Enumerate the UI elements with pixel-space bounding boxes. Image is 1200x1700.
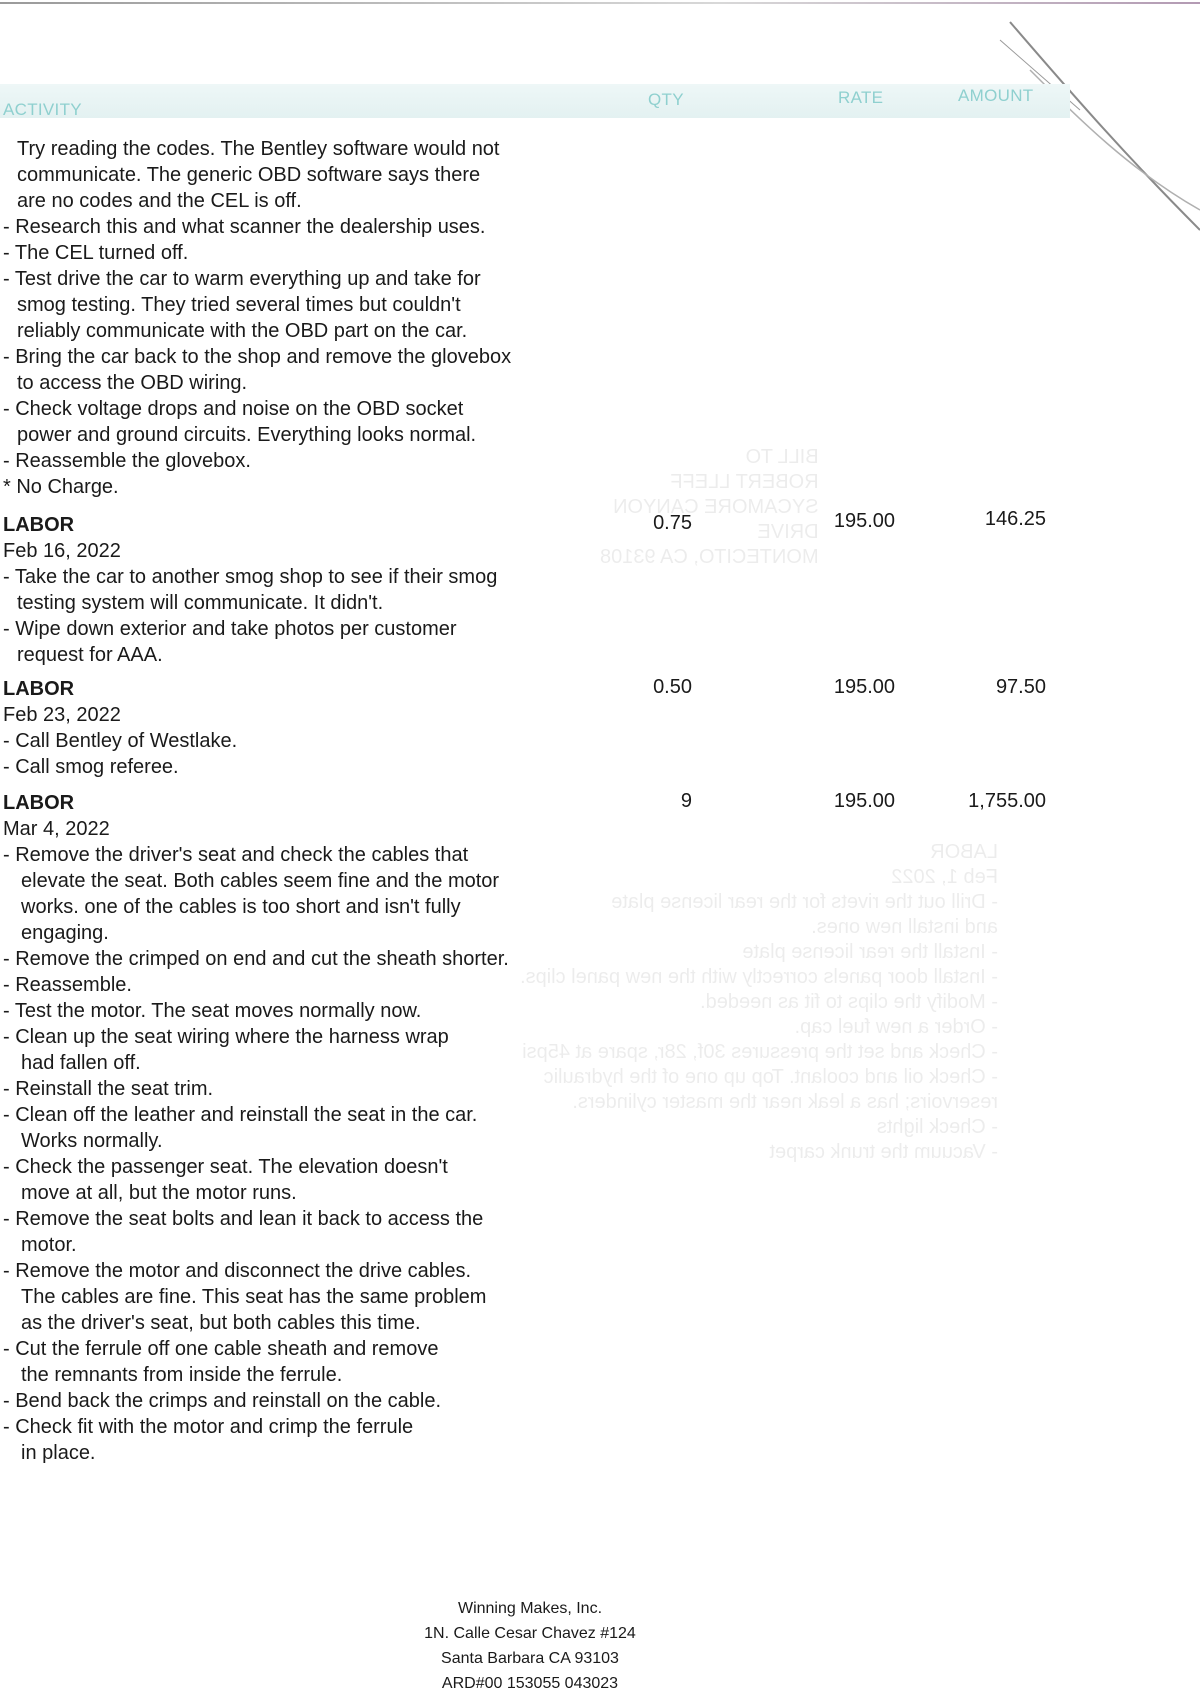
description-line: * No Charge. bbox=[3, 476, 119, 498]
item-rate: 195.00 bbox=[833, 676, 895, 698]
description-line: - Wipe down exterior and take photos per customer bbox=[3, 618, 457, 640]
description-line: reliably communicate with the OBD part on the car. bbox=[17, 320, 468, 342]
description-line: motor. bbox=[21, 1234, 77, 1256]
header-rate: RATE bbox=[838, 88, 884, 107]
description-line: - Check the passenger seat. The elevation doesn't bbox=[3, 1156, 448, 1178]
description-line: as the driver's seat, but both cables this time. bbox=[21, 1312, 421, 1334]
description-line: communicate. The generic OBD software says there bbox=[17, 164, 481, 186]
description-line: - Clean off the leather and reinstall the seat in the car. bbox=[3, 1104, 478, 1126]
description-line: are no codes and the CEL is off. bbox=[17, 190, 302, 212]
description-line: - Remove the crimped on end and cut the sheath shorter. bbox=[3, 948, 509, 970]
scan-edge-line bbox=[0, 2, 1200, 4]
item-type: LABOR bbox=[3, 678, 75, 700]
description-line: Works normally. bbox=[21, 1130, 163, 1152]
description-line: elevate the seat. Both cables seem fine and the motor bbox=[21, 870, 500, 892]
description-line: Try reading the codes. The Bentley software would not bbox=[17, 138, 500, 160]
item-qty: 9 bbox=[680, 790, 692, 812]
description-line: move at all, but the motor runs. bbox=[21, 1182, 297, 1204]
header-amount: AMOUNT bbox=[958, 86, 1034, 105]
description-line: - Reinstall the seat trim. bbox=[3, 1078, 214, 1100]
description-line: - Take the car to another smog shop to see if their smog bbox=[3, 566, 498, 588]
description-line: - Check voltage drops and noise on the OBD socket bbox=[3, 398, 464, 420]
company-city: Santa Barbara CA 93103 bbox=[441, 1650, 619, 1667]
company-footer bbox=[330, 1596, 730, 1696]
description-line: - Remove the motor and disconnect the drive cables. bbox=[3, 1260, 472, 1282]
header-qty: QTY bbox=[648, 90, 684, 109]
bleed-through-text: LABOR Feb 1, 2022 - Drill out the rivets for the rear license plate and install new ones. - Install the rear license plate - Install door panels correctly with the new panel clips. - Modify the clips to fit as needed. - Order a new fuel cap. - Check and set the pressures 30f, 28r, spare at 45psi - Check oil and coolant. Top up one of the hydraulic reservoirs; has a leak near the master cylinders. - Check lights - Vacuum the trunk carpet bbox=[520, 841, 999, 1163]
description-line: - Test the motor. The seat moves normally now. bbox=[3, 1000, 422, 1022]
item-rate: 195.00 bbox=[833, 510, 895, 532]
item-type: LABOR bbox=[3, 792, 75, 814]
description-line: - The CEL turned off. bbox=[3, 242, 189, 264]
description-line: in place. bbox=[21, 1442, 96, 1464]
description-line: smog testing. They tried several times but couldn't bbox=[17, 294, 461, 316]
table-header-bar bbox=[0, 84, 1070, 118]
description-line: - Cut the ferrule off one cable sheath and remove bbox=[3, 1338, 439, 1360]
item-date: Feb 23, 2022 bbox=[3, 704, 121, 726]
item-amount: 1,755.00 bbox=[968, 790, 1046, 812]
line-item bbox=[3, 676, 583, 780]
item-amount: 146.25 bbox=[984, 508, 1046, 530]
description-line: - Reassemble. bbox=[3, 974, 132, 996]
description-line: - Bend back the crimps and reinstall on the cable. bbox=[3, 1390, 442, 1412]
header-activity: ACTIVITY bbox=[3, 100, 82, 119]
bleed-through-text: BILL TO ROBERT LLEFF SYCAMORE CANYON DRIVE MONTECITO, CA 93108 bbox=[600, 446, 819, 568]
line-item bbox=[3, 790, 583, 1466]
company-name: Winning Makes, Inc. bbox=[457, 1600, 603, 1617]
item-amount: 97.50 bbox=[995, 676, 1046, 698]
description-line: - Research this and what scanner the dealership uses. bbox=[3, 216, 486, 238]
description-line: The cables are fine. This seat has the same problem bbox=[21, 1286, 487, 1308]
description-line: to access the OBD wiring. bbox=[17, 372, 248, 394]
description-line: - Call Bentley of Westlake. bbox=[3, 730, 238, 752]
line-item bbox=[3, 512, 583, 668]
description-line: - Call smog referee. bbox=[3, 756, 179, 778]
item-date: Mar 4, 2022 bbox=[3, 818, 110, 840]
description-line: - Clean up the seat wiring where the harness wrap bbox=[3, 1026, 449, 1048]
continued-description bbox=[3, 136, 583, 500]
description-line: had fallen off. bbox=[21, 1052, 141, 1074]
description-line: works. one of the cables is too short and isn't fully bbox=[21, 896, 461, 918]
company-ard: ARD#00 153055 043023 bbox=[441, 1675, 619, 1692]
company-address: 1N. Calle Cesar Chavez #124 bbox=[424, 1625, 636, 1642]
description-line: - Check fit with the motor and crimp the ferrule bbox=[3, 1416, 414, 1438]
item-qty: 0.75 bbox=[653, 512, 692, 534]
description-line: engaging. bbox=[21, 922, 109, 944]
description-line: request for AAA. bbox=[17, 644, 163, 666]
item-type: LABOR bbox=[3, 514, 75, 536]
description-line: - Reassemble the glovebox. bbox=[3, 450, 251, 472]
description-line: - Remove the driver's seat and check the cables that bbox=[3, 844, 469, 866]
description-line: - Remove the seat bolts and lean it back to access the bbox=[3, 1208, 484, 1230]
description-line: - Bring the car back to the shop and remove the glovebox bbox=[3, 346, 512, 368]
description-line: power and ground circuits. Everything looks normal. bbox=[17, 424, 477, 446]
item-rate: 195.00 bbox=[833, 790, 895, 812]
description-line: - Test drive the car to warm everything up and take for bbox=[3, 268, 481, 290]
description-line: testing system will communicate. It didn't. bbox=[17, 592, 384, 614]
description-line: the remnants from inside the ferrule. bbox=[21, 1364, 343, 1386]
item-date: Feb 16, 2022 bbox=[3, 540, 121, 562]
item-qty: 0.50 bbox=[653, 676, 692, 698]
